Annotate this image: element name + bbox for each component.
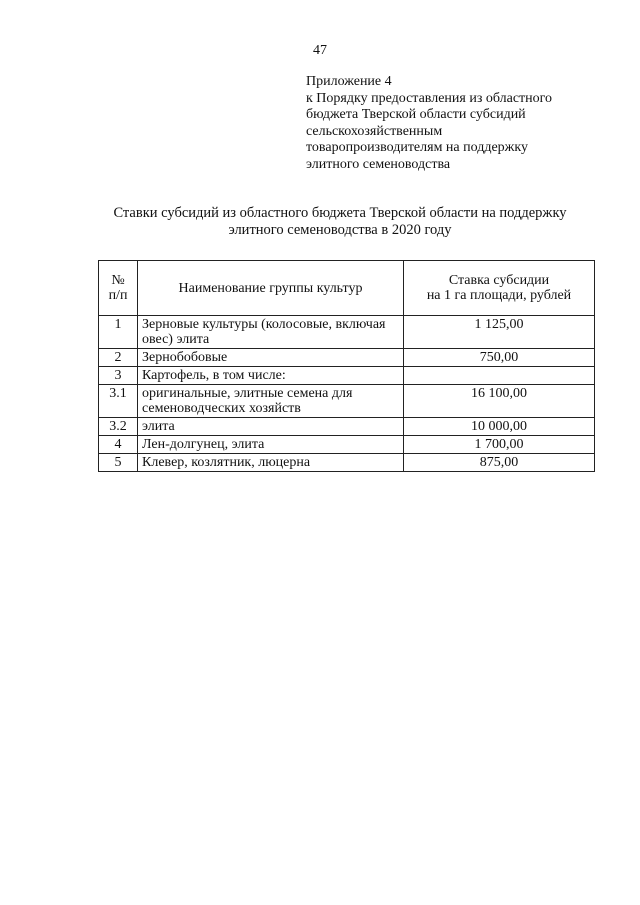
header-crop-group: Наименование группы культур xyxy=(138,261,404,316)
row-rate: 16 100,00 xyxy=(404,385,595,418)
row-crop-group: Картофель, в том числе: xyxy=(138,367,404,385)
row-rate: 750,00 xyxy=(404,349,595,367)
appendix-line: бюджета Тверской области субсидий xyxy=(306,107,526,122)
header-rate-line1: Ставка субсидии xyxy=(448,273,550,288)
document-title-line: элитного семеноводства в 2020 году xyxy=(228,222,452,238)
row-number: 1 xyxy=(99,316,138,349)
appendix-line: товаропроизводителям на поддержку xyxy=(306,140,528,155)
header-rate xyxy=(404,261,595,316)
row-number: 3 xyxy=(99,367,138,385)
table-row xyxy=(99,367,595,385)
row-crop-group: Зернобобовые xyxy=(138,349,404,367)
row-rate: 1 700,00 xyxy=(404,436,595,454)
document-title-line: Ставки субсидий из областного бюджета Тверской области на поддержку xyxy=(113,205,567,221)
page-number: 47 xyxy=(313,43,327,58)
row-number: 3.1 xyxy=(99,385,138,418)
table-header-row xyxy=(99,261,595,316)
row-crop-group: элита xyxy=(138,418,404,436)
row-rate: 1 125,00 xyxy=(404,316,595,349)
appendix-line: к Порядку предоставления из областного xyxy=(306,90,553,106)
table-row xyxy=(99,316,595,349)
table-row xyxy=(99,454,595,472)
row-crop-group: Клевер, козлятник, люцерна xyxy=(138,454,404,472)
header-number-line1: № xyxy=(111,273,125,288)
header-number xyxy=(99,261,138,316)
row-number: 5 xyxy=(99,454,138,472)
subsidy-rates-table xyxy=(98,260,595,472)
row-crop-group: Лен-долгунец, элита xyxy=(138,436,404,454)
row-crop-group: Зерновые культуры (колосовые, включая овес) элита xyxy=(138,316,404,349)
appendix-header xyxy=(306,74,552,173)
header-rate-line2: на 1 га площади, рублей xyxy=(426,288,572,303)
header-number-line2: п/п xyxy=(108,288,128,303)
table-row xyxy=(99,436,595,454)
row-rate: 875,00 xyxy=(404,454,595,472)
row-rate: 10 000,00 xyxy=(404,418,595,436)
row-rate xyxy=(404,367,595,385)
table-row xyxy=(99,349,595,367)
row-number: 3.2 xyxy=(99,418,138,436)
table-row xyxy=(99,418,595,436)
appendix-line: сельскохозяйственным xyxy=(306,123,443,139)
row-number: 4 xyxy=(99,436,138,454)
appendix-line: элитного семеноводства xyxy=(306,156,451,172)
row-number: 2 xyxy=(99,349,138,367)
appendix-line: Приложение 4 xyxy=(306,74,392,89)
document-title xyxy=(60,205,620,239)
row-crop-group: оригинальные, элитные семена для семеноводческих хозяйств xyxy=(138,385,404,418)
table-row xyxy=(99,385,595,418)
